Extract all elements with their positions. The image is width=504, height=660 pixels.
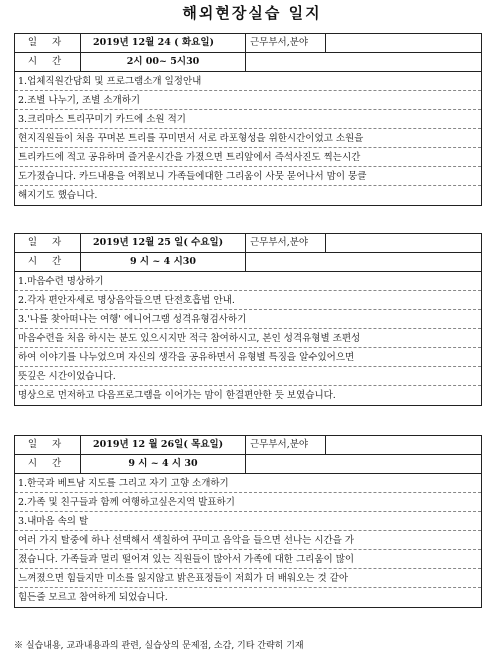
content-line: 여러 가지 탈중에 하나 선택해서 색칠하여 꾸미고 음악을 들으면 선나는 시간을 가: [15, 531, 481, 550]
dept-label: 근무부서,분야: [246, 436, 326, 454]
dept-value: [326, 34, 481, 52]
content-line: 3.'나를 찾아떠나는 여행' 에니어그램 성격유형검사하기: [15, 310, 481, 329]
content-line: 1.마음수련 명상하기: [15, 272, 481, 291]
content-line: 도가졌습니다. 카드내용을 여쭤보니 가족들에대한 그리움이 사뭇 묻어나서 맘이 뭉클: [15, 167, 481, 186]
dept-value: [326, 436, 481, 454]
time-value: 9 시 ~ 4 시 30: [81, 455, 246, 473]
time-row: [15, 53, 481, 72]
content-line: 현지직원들이 처음 꾸며본 트리를 꾸미면서 서로 라포형성을 위한시간이었고 소원을: [15, 129, 481, 148]
content-line: 트리카드에 적고 공유하며 즐거운시간을 가졌으면 트리앞에서 즉석사진도 찍는시간: [15, 148, 481, 167]
date-label: 일 자: [15, 34, 81, 52]
content-line: 3.내마음 속의 탈: [15, 512, 481, 531]
journal-entry-2: [14, 233, 482, 406]
date-label: 일 자: [15, 436, 81, 454]
time-label: 시 간: [15, 455, 81, 473]
time-label: 시 간: [15, 253, 81, 271]
dept-label: 근무부서,분야: [246, 234, 326, 252]
content-line: 2.가족 및 친구들과 함께 여행하고싶은지역 발표하기: [15, 493, 481, 512]
content-line: 2.각자 편안자세로 명상음악들으면 단전호흡법 안내.: [15, 291, 481, 310]
date-row: [15, 234, 481, 253]
date-row: [15, 34, 481, 53]
content-line: 2.조별 나누기, 조별 소개하기: [15, 91, 481, 110]
time-value: 2시 00~ 5시30: [81, 53, 246, 71]
date-value: 2019년 12월 25 일( 수요일): [81, 234, 246, 252]
date-value: 2019년 12월 24 ( 화요일): [81, 34, 246, 52]
content-line: 1.한국과 베트남 지도를 그리고 자기 고향 소개하기: [15, 474, 481, 493]
date-value: 2019년 12 월 26일( 목요일): [81, 436, 246, 454]
content-line: 힘든줄 모르고 참여하게 되었습니다.: [18, 592, 168, 603]
content-line: 1.업체직원간담회 및 프로그램소개 일정안내: [15, 72, 481, 91]
content-line: 명상으로 먼저하고 다음프로그램을 이어가는 맘이 한결편안한 듯 보였습니다.: [18, 390, 336, 401]
time-label: 시 간: [15, 53, 81, 71]
time-row: [15, 253, 481, 272]
content-line: 3.크리마스 트리꾸미기 카드에 소원 적기: [15, 110, 481, 129]
dept-value: [326, 234, 481, 252]
journal-entry-3: [14, 435, 482, 608]
time-value: 9 시 ~ 4 시30: [81, 253, 246, 271]
time-row: [15, 455, 481, 474]
content-line: 하여 이야기를 나누었으며 자신의 생각을 공유하면서 유형별 특징을 알수있어으면: [15, 348, 481, 367]
page-title: 해외현장실습 일지: [182, 4, 322, 22]
journal-entry-1: [14, 33, 482, 206]
content-line: 마음수련을 처음 하시는 분도 있으시지만 적극 참여하시고, 본인 성격유형별 조편성: [15, 329, 481, 348]
footnote: ※ 실습내용, 교과내용과의 관련, 실습상의 문제점, 소감, 기타 간략히 기재: [14, 641, 304, 651]
date-row: [15, 436, 481, 455]
content-line: 뜻깊은 시간이었습니다.: [15, 367, 481, 386]
content-line: 졌습니다. 가족들과 멀리 떨어져 있는 직원들이 많아서 가족에 대한 그리움이 많이: [15, 550, 481, 569]
content-line: 해지기도 했습니다.: [18, 190, 98, 201]
content-line: 느껴졌으면 힘들지만 미소를 잃지않고 밝은표정들이 저희가 더 배워오는 것 같아: [15, 569, 481, 588]
date-label: 일 자: [15, 234, 81, 252]
dept-label: 근무부서,분야: [246, 34, 326, 52]
